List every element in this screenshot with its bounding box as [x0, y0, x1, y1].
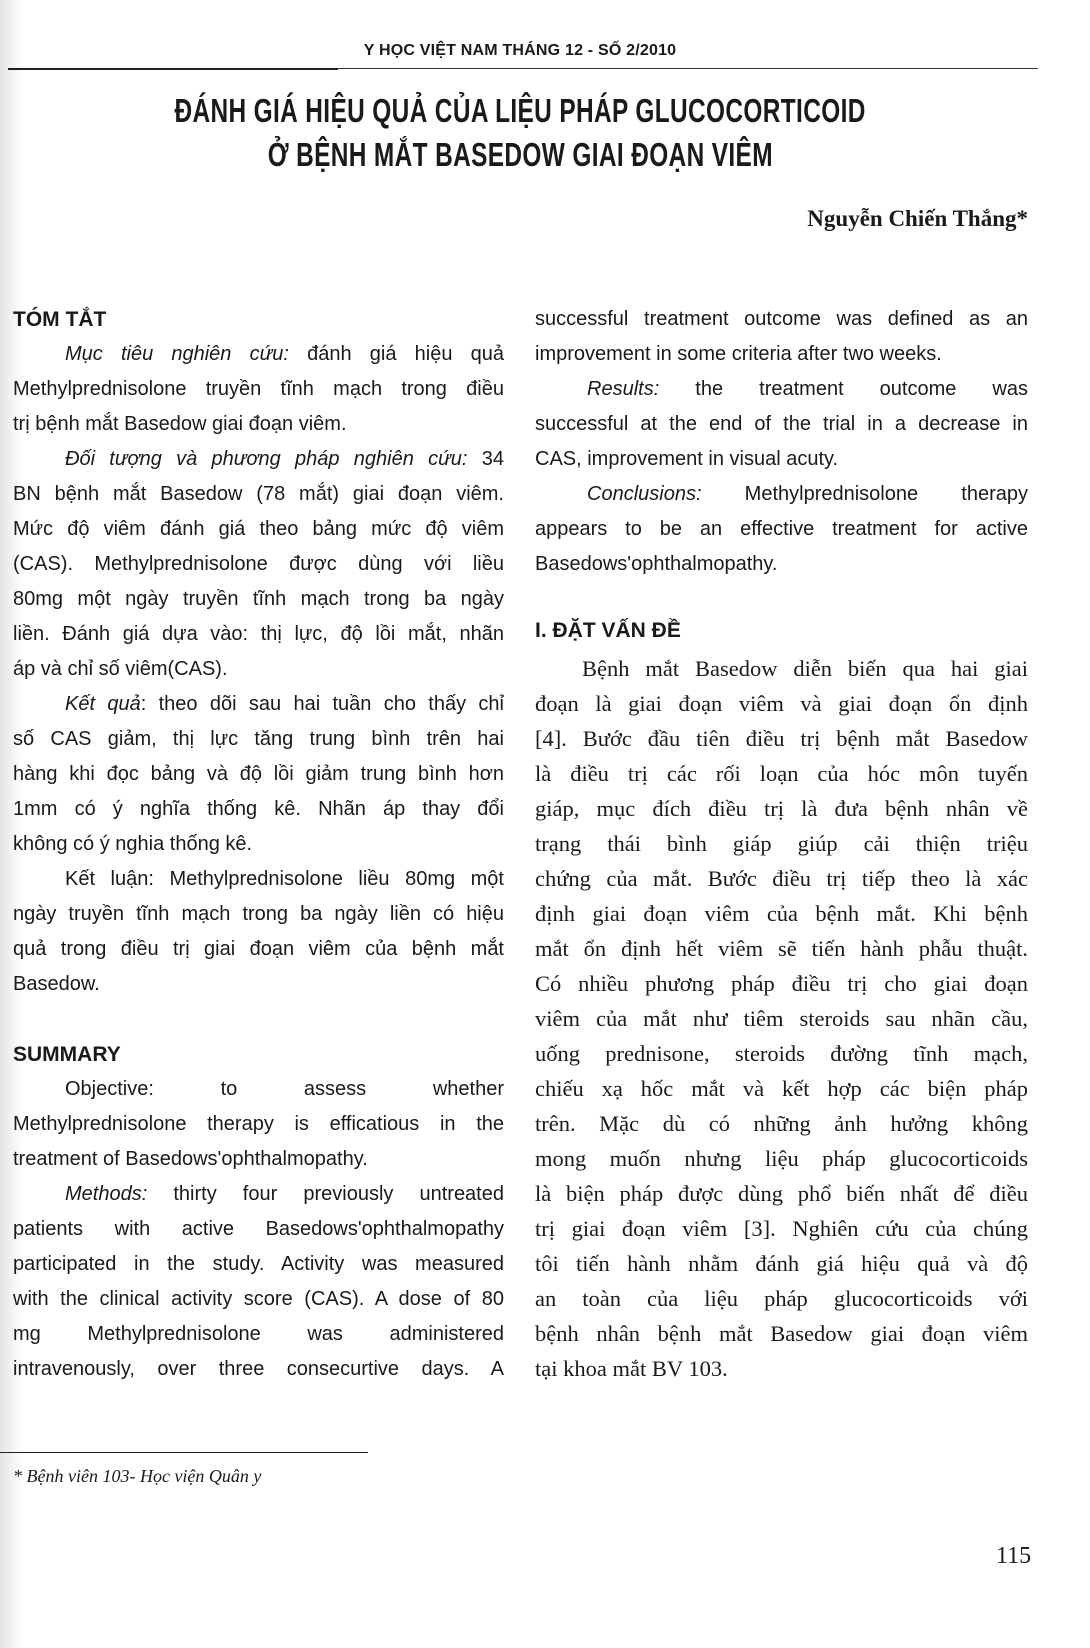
text-line — [535, 1006, 1028, 1041]
text-line — [535, 1111, 1028, 1146]
text-line — [535, 1181, 1028, 1216]
paragraph — [13, 1078, 504, 1183]
section-1-body — [535, 656, 1028, 1391]
text-line — [535, 1356, 1028, 1391]
line-text: chiếu xạ hốc mắt và kết hợp các biện pháp — [535, 1076, 1028, 1101]
text-line — [13, 798, 504, 833]
journal-header: Y HỌC VIỆT NAM THÁNG 12 - SỐ 2/2010 — [363, 42, 677, 59]
tom-tat-body — [13, 343, 504, 1008]
paragraph — [535, 656, 1028, 1391]
text-line — [535, 448, 1028, 483]
text-line — [535, 413, 1028, 448]
text-line — [13, 1183, 504, 1218]
section-1-paragraphs — [535, 656, 1028, 1391]
article-title-line-1 — [0, 92, 1040, 130]
paragraph — [535, 308, 1028, 378]
right-column-summary — [535, 308, 1028, 588]
line-text: không có ý nghia thống kê. — [13, 833, 253, 855]
paragraph-lead: Kết quả — [65, 693, 141, 715]
text-line — [535, 1076, 1028, 1111]
paragraph-lead: Conclusions: — [587, 483, 702, 505]
line-text: 80mg một ngày truyền tĩnh mạch trong ba ngày — [13, 588, 504, 610]
text-line — [535, 553, 1028, 588]
text-line — [13, 1113, 504, 1148]
line-text: hàng khi đọc bảng và độ lồi giảm trung bình hơn — [13, 763, 504, 785]
line-text: thirty four previously untreated — [147, 1183, 504, 1205]
tom-tat-heading: TÓM TẮT — [13, 308, 107, 331]
line-text: đoạn là giai đoạn viêm và giai đoạn ổn định — [535, 691, 1028, 716]
text-line — [13, 623, 504, 658]
text-line — [13, 1253, 504, 1288]
text-line — [13, 938, 504, 973]
title-text: ĐÁNH GIÁ HIỆU QUẢ CỦA LIỆU PHÁP GLUCOCORTICOID — [174, 92, 866, 129]
line-text: trên. Mặc dù có những ảnh hưởng không — [535, 1111, 1028, 1136]
text-line — [535, 761, 1028, 796]
text-line — [13, 1288, 504, 1323]
line-text: mắt ổn định hết viêm sẽ tiến hành phẫu thuật. — [535, 936, 1028, 961]
line-text: tôi tiến hành nhằm đánh giá hiệu quả và độ — [535, 1251, 1028, 1276]
summary-body — [13, 1078, 504, 1393]
text-line — [535, 1286, 1028, 1321]
line-text: Methylprednisolone truyền tĩnh mạch trong điều — [13, 378, 504, 400]
line-text: Methylprednisolone therapy — [701, 483, 1028, 505]
footnote: * Bệnh viên 103- Học viện Quân y — [13, 1466, 262, 1486]
text-line — [535, 796, 1028, 831]
text-line — [535, 378, 1028, 413]
line-text: viêm của mắt như tiêm steroids sau nhãn cầu, — [535, 1006, 1028, 1031]
header-rule-thick — [8, 68, 338, 70]
line-text: successful at the end of the trial in a decrease in — [535, 413, 1028, 435]
paragraph — [13, 1183, 504, 1393]
text-line — [535, 831, 1028, 866]
text-line — [535, 656, 1028, 691]
line-text: chứng của mắt. Bước điều trị tiếp theo là xác — [535, 866, 1028, 891]
line-text: định giai đoạn viêm của bệnh mắt. Khi bệnh — [535, 901, 1028, 926]
line-text: Kết luận: Methylprednisolone liều 80mg một — [65, 868, 504, 890]
paragraph-lead: Results: — [587, 378, 660, 400]
line-text: 34 — [467, 448, 504, 470]
line-text: trị giai đoạn viêm [3]. Nghiên cứu của chúng — [535, 1216, 1028, 1241]
line-text: an toàn của liệu pháp glucocorticoids với — [535, 1286, 1028, 1311]
line-text: uống prednisone, steroids đường tĩnh mạch, — [535, 1041, 1028, 1066]
paragraph-lead: Đối tượng và phương pháp nghiên cứu: — [65, 448, 468, 470]
text-line — [13, 1218, 504, 1253]
paragraph — [13, 448, 504, 693]
title-text: Ở BỆNH MẮT BASEDOW GIAI ĐOẠN VIÊM — [267, 136, 773, 173]
text-line — [535, 1146, 1028, 1181]
text-line — [13, 693, 504, 728]
page-number: 115 — [996, 1543, 1032, 1569]
line-text: appears to be an effective treatment for active — [535, 518, 1028, 540]
text-line — [535, 726, 1028, 761]
line-text: (CAS). Methylprednisolone được dùng với liều — [13, 553, 504, 575]
line-text: đánh giá hiệu quả — [288, 343, 504, 365]
line-text: Methylprednisolone therapy is efficatious in the — [13, 1113, 504, 1135]
text-line — [13, 763, 504, 798]
text-line — [535, 1321, 1028, 1356]
text-line — [535, 971, 1028, 1006]
text-line — [535, 518, 1028, 553]
line-text: BN bệnh mắt Basedow (78 mắt) giai đoạn viêm. — [13, 483, 504, 505]
text-line — [13, 973, 504, 1008]
text-line — [535, 483, 1028, 518]
line-text: [4]. Bước đầu tiên điều trị bệnh mắt Basedow — [535, 726, 1028, 751]
section-1-heading: I. ĐẶT VẤN ĐỀ — [535, 619, 681, 642]
line-text: intravenously, over three consecurtive days. A — [13, 1358, 504, 1380]
paragraph — [535, 483, 1028, 588]
line-text: Basedows'ophthalmopathy. — [535, 553, 778, 575]
text-line — [535, 901, 1028, 936]
footnote-rule — [0, 1452, 368, 1453]
line-text: CAS, improvement in visual acuty. — [535, 448, 839, 470]
line-text: số CAS giảm, thị lực tăng trung bình trên hai — [13, 728, 504, 750]
line-text: : theo dõi sau hai tuần cho thấy chỉ — [140, 693, 504, 715]
text-line — [13, 1358, 504, 1393]
line-text: là điều trị các rối loạn của hóc môn tuyến — [535, 761, 1028, 786]
paragraph — [535, 378, 1028, 483]
paragraph-lead: Methods: — [65, 1183, 148, 1205]
paragraph — [13, 343, 504, 448]
line-text: tại khoa mắt BV 103. — [535, 1356, 728, 1381]
line-text: áp và chỉ số viêm(CAS). — [13, 658, 228, 680]
author-name: Nguyễn Chiến Thắng* — [807, 206, 1028, 231]
text-line — [13, 658, 504, 693]
line-text: the treatment outcome was — [659, 378, 1028, 400]
text-line — [535, 308, 1028, 343]
text-line — [535, 1251, 1028, 1286]
line-text: mong muốn nhưng liệu pháp glucocorticoids — [535, 1146, 1028, 1171]
line-text: Mức độ viêm đánh giá theo bảng mức độ viêm — [13, 518, 504, 540]
text-line — [13, 448, 504, 483]
paragraph — [13, 693, 504, 868]
text-line — [535, 691, 1028, 726]
summary-heading: SUMMARY — [13, 1043, 121, 1066]
paragraph-lead: Mục tiêu nghiên cứu: — [65, 343, 289, 365]
text-line — [13, 343, 504, 378]
text-line — [535, 343, 1028, 378]
line-text: trạng thái bình giáp giúp cải thiện triệu — [535, 831, 1028, 856]
line-text: improvement in some criteria after two weeks. — [535, 343, 942, 365]
line-text: giáp, mục đích điều trị là đưa bệnh nhân về — [535, 796, 1028, 821]
line-text: bệnh nhân bệnh mắt Basedow giai đoạn viêm — [535, 1321, 1028, 1346]
line-text: treatment of Basedows'ophthalmopathy. — [13, 1148, 368, 1170]
article-title-line-2 — [0, 136, 1040, 174]
line-text: Bệnh mắt Basedow diễn biến qua hai giai — [582, 656, 1028, 681]
line-text: Objective: to assess whether — [65, 1078, 504, 1100]
text-line — [13, 378, 504, 413]
text-line — [535, 1041, 1028, 1076]
paragraph — [13, 868, 504, 1008]
text-line — [13, 903, 504, 938]
text-line — [535, 936, 1028, 971]
text-line — [13, 1323, 504, 1358]
line-text: mg Methylprednisolone was administered — [13, 1323, 504, 1345]
line-text: with the clinical activity score (CAS). A dose of 80 — [13, 1288, 504, 1310]
line-text: successful treatment outcome was defined as an — [535, 308, 1028, 330]
text-line — [13, 483, 504, 518]
text-line — [13, 553, 504, 588]
text-line — [13, 833, 504, 868]
text-line — [13, 1078, 504, 1113]
text-line — [13, 1148, 504, 1183]
line-text: quả trong điều trị giai đoạn viêm của bệnh mắt — [13, 938, 504, 960]
text-line — [535, 1216, 1028, 1251]
text-line — [535, 866, 1028, 901]
text-line — [13, 588, 504, 623]
summary-body-continued — [535, 308, 1028, 588]
line-text: patients with active Basedows'ophthalmopathy — [13, 1218, 504, 1240]
line-text: 1mm có ý nghĩa thống kê. Nhãn áp thay đổi — [13, 798, 504, 820]
line-text: ngày truyền tĩnh mạch trong ba ngày liền có hiệu — [13, 903, 504, 925]
line-text: trị bệnh mắt Basedow giai đoạn viêm. — [13, 413, 347, 435]
text-line — [13, 413, 504, 448]
text-line — [13, 728, 504, 763]
line-text: Có nhiều phương pháp điều trị cho giai đoạn — [535, 971, 1028, 996]
text-line — [13, 518, 504, 553]
line-text: participated in the study. Activity was measured — [13, 1253, 504, 1275]
line-text: Basedow. — [13, 973, 100, 995]
text-line — [13, 868, 504, 903]
line-text: là biện pháp được dùng phổ biến nhất để điều — [535, 1181, 1028, 1206]
line-text: liền. Đánh giá dựa vào: thị lực, độ lồi mắt, nhãn — [13, 623, 504, 645]
left-column — [13, 308, 504, 1393]
